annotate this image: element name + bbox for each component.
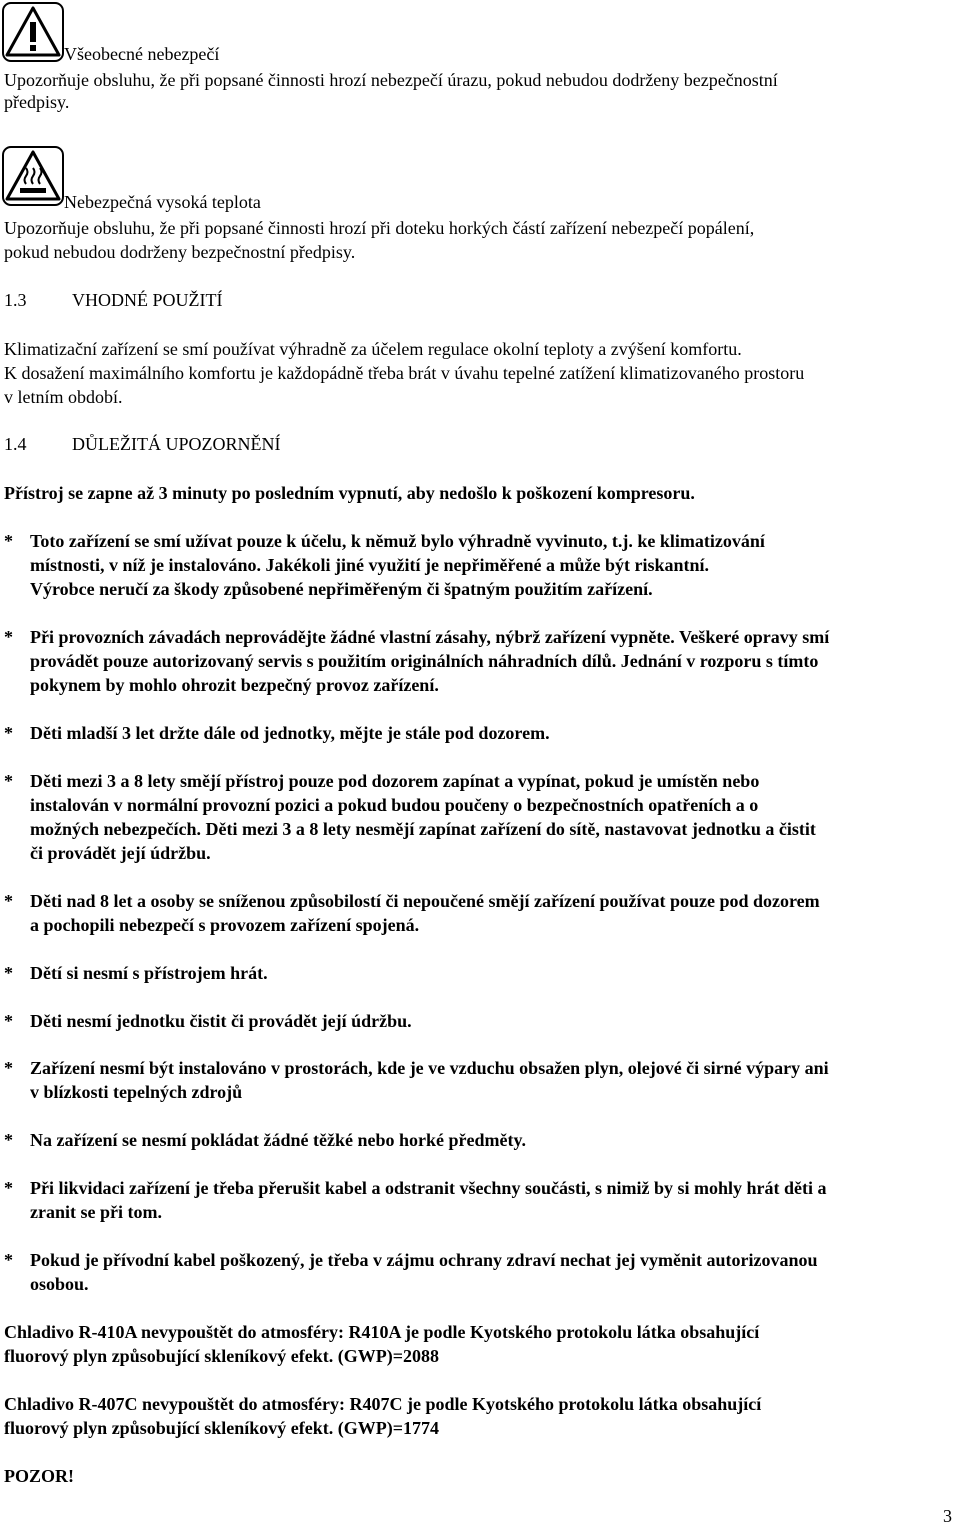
warning-hot-text: Upozorňuje obsluhu, že při popsané činnosti hrozí při doteku horkých částí zařízení nebezpečí popálení,: [4, 218, 755, 238]
hot-surface-icon: [2, 146, 64, 211]
list-item-line: Toto zařízení se smí užívat pouze k účelu, k němuž bylo výhradně vyvinuto, t.j. ke klimatizování: [30, 531, 765, 551]
intro-text: Přístroj se zapne až 3 minuty po posledním vypnutí, aby nedošlo k poškození kompresoru.: [4, 483, 695, 503]
list-item-line: Děti nad 8 let a osoby se sníženou způsobilostí či nepoučené smějí zařízení používat pouze pod dozorem: [30, 891, 820, 911]
list-item-line: Děti nesmí jednotku čistit či provádět její údržbu.: [30, 1011, 412, 1031]
refrigerant-note: fluorový plyn způsobující skleníkový efekt. (GWP)=2088: [4, 1346, 439, 1366]
section-number: 1.4: [4, 434, 27, 454]
pozor-heading: POZOR!: [4, 1466, 74, 1486]
page-number: 3: [943, 1506, 952, 1526]
bullet-star: *: [4, 723, 13, 743]
section-title: VHODNÉ POUŽITÍ: [72, 290, 223, 310]
section-heading: [4, 288, 222, 312]
bullet-star: *: [4, 531, 13, 551]
list-item-line: zranit se při tom.: [30, 1202, 162, 1222]
list-item-line: Na zařízení se nesmí pokládat žádné těžké nebo horké předměty.: [30, 1130, 526, 1150]
bullet-star: *: [4, 1130, 13, 1150]
list-item-line: a pochopili nebezpečí s provozem zařízení spojená.: [30, 915, 420, 935]
warning-general-text: předpisy.: [4, 92, 70, 112]
paragraph-line: Klimatizační zařízení se smí používat výhradně za účelem regulace okolní teploty a zvýšení komfortu.: [4, 339, 742, 359]
bullet-star: *: [4, 771, 13, 791]
list-item-line: instalován v normální provozní pozici a pokud budou poučeny o bezpečnostních opatřeních a o: [30, 795, 759, 815]
list-item-line: osobou.: [30, 1274, 89, 1294]
section-title: DŮLEŽITÁ UPOZORNĚNÍ: [72, 434, 281, 454]
bullet-star: *: [4, 1250, 13, 1270]
list-item-line: Při provozních závadách neprovádějte žádné vlastní zásahy, nýbrž zařízení vypněte. Veškeré opravy smí: [30, 627, 830, 647]
bullet-star: *: [4, 1178, 13, 1198]
list-item-line: místnosti, v níž je instalováno. Jakékoli jiné využití je nepřiměřené a může být riskantní.: [30, 555, 709, 575]
bullet-star: *: [4, 891, 13, 911]
paragraph-line: v letním období.: [4, 387, 123, 407]
refrigerant-note: Chladivo R-410A nevypouštět do atmosféry: R410A je podle Kyotského protokolu látka obsahující: [4, 1322, 760, 1342]
section-number: 1.3: [4, 290, 27, 310]
bullet-star: *: [4, 627, 13, 647]
list-item-line: Při likvidaci zařízení je třeba přerušit kabel a odstranit všechny součásti, s nimiž by si mohly hrát děti a: [30, 1178, 827, 1198]
section-heading: [4, 432, 280, 456]
list-item-line: Zařízení nesmí být instalováno v prostorách, kde je ve vzduchu obsažen plyn, olejové či sirné výpary ani: [30, 1058, 829, 1078]
paragraph-line: K dosažení maximálního komfortu je každopádně třeba brát v úvahu tepelné zatížení klimatizovaného prostoru: [4, 363, 805, 383]
bullet-star: *: [4, 1058, 13, 1078]
bullet-star: *: [4, 1011, 13, 1031]
warning-hot-title: Nebezpečná vysoká teplota: [64, 192, 261, 212]
list-item-line: Pokud je přívodní kabel poškozený, je třeba v zájmu ochrany zdraví nechat jej vyměnit autorizovanou: [30, 1250, 818, 1270]
list-item-line: Dětí si nesmí s přístrojem hrát.: [30, 963, 268, 983]
warning-triangle-icon: [2, 2, 64, 67]
refrigerant-note: fluorový plyn způsobující skleníkový efekt. (GWP)=1774: [4, 1418, 439, 1438]
warning-hot-text: pokud nebudou dodrženy bezpečnostní předpisy.: [4, 242, 356, 262]
list-item-line: Děti mezi 3 a 8 lety smějí přístroj pouze pod dozorem zapínat a vypínat, pokud je umístěn nebo: [30, 771, 760, 791]
refrigerant-note: Chladivo R-407C nevypouštět do atmosféry: R407C je podle Kyotského protokolu látka obsahující: [4, 1394, 762, 1414]
list-item-line: či provádět její údržbu.: [30, 843, 211, 863]
list-item-line: v blízkosti tepelných zdrojů: [30, 1082, 243, 1102]
warning-general-title: Všeobecné nebezpečí: [64, 44, 220, 64]
list-item-line: Výrobce neručí za škody způsobené nepřiměřeným či špatným použitím zařízení.: [30, 579, 653, 599]
list-item-line: pokynem by mohlo ohrozit bezpečný provoz zařízení.: [30, 675, 439, 695]
bullet-star: *: [4, 963, 13, 983]
list-item-line: Děti mladší 3 let držte dále od jednotky, mějte je stále pod dozorem.: [30, 723, 550, 743]
list-item-line: možných nebezpečích. Děti mezi 3 a 8 lety nesmějí zapínat zařízení do sítě, nastavovat jednotku a čistit: [30, 819, 816, 839]
list-item-line: provádět pouze autorizovaný servis s použitím originálních náhradních dílů. Jednání v rozporu s tímto: [30, 651, 819, 671]
warning-general-text: Upozorňuje obsluhu, že při popsané činnosti hrozí nebezpečí úrazu, pokud nebudou dodrženy bezpečnostní: [4, 70, 778, 90]
